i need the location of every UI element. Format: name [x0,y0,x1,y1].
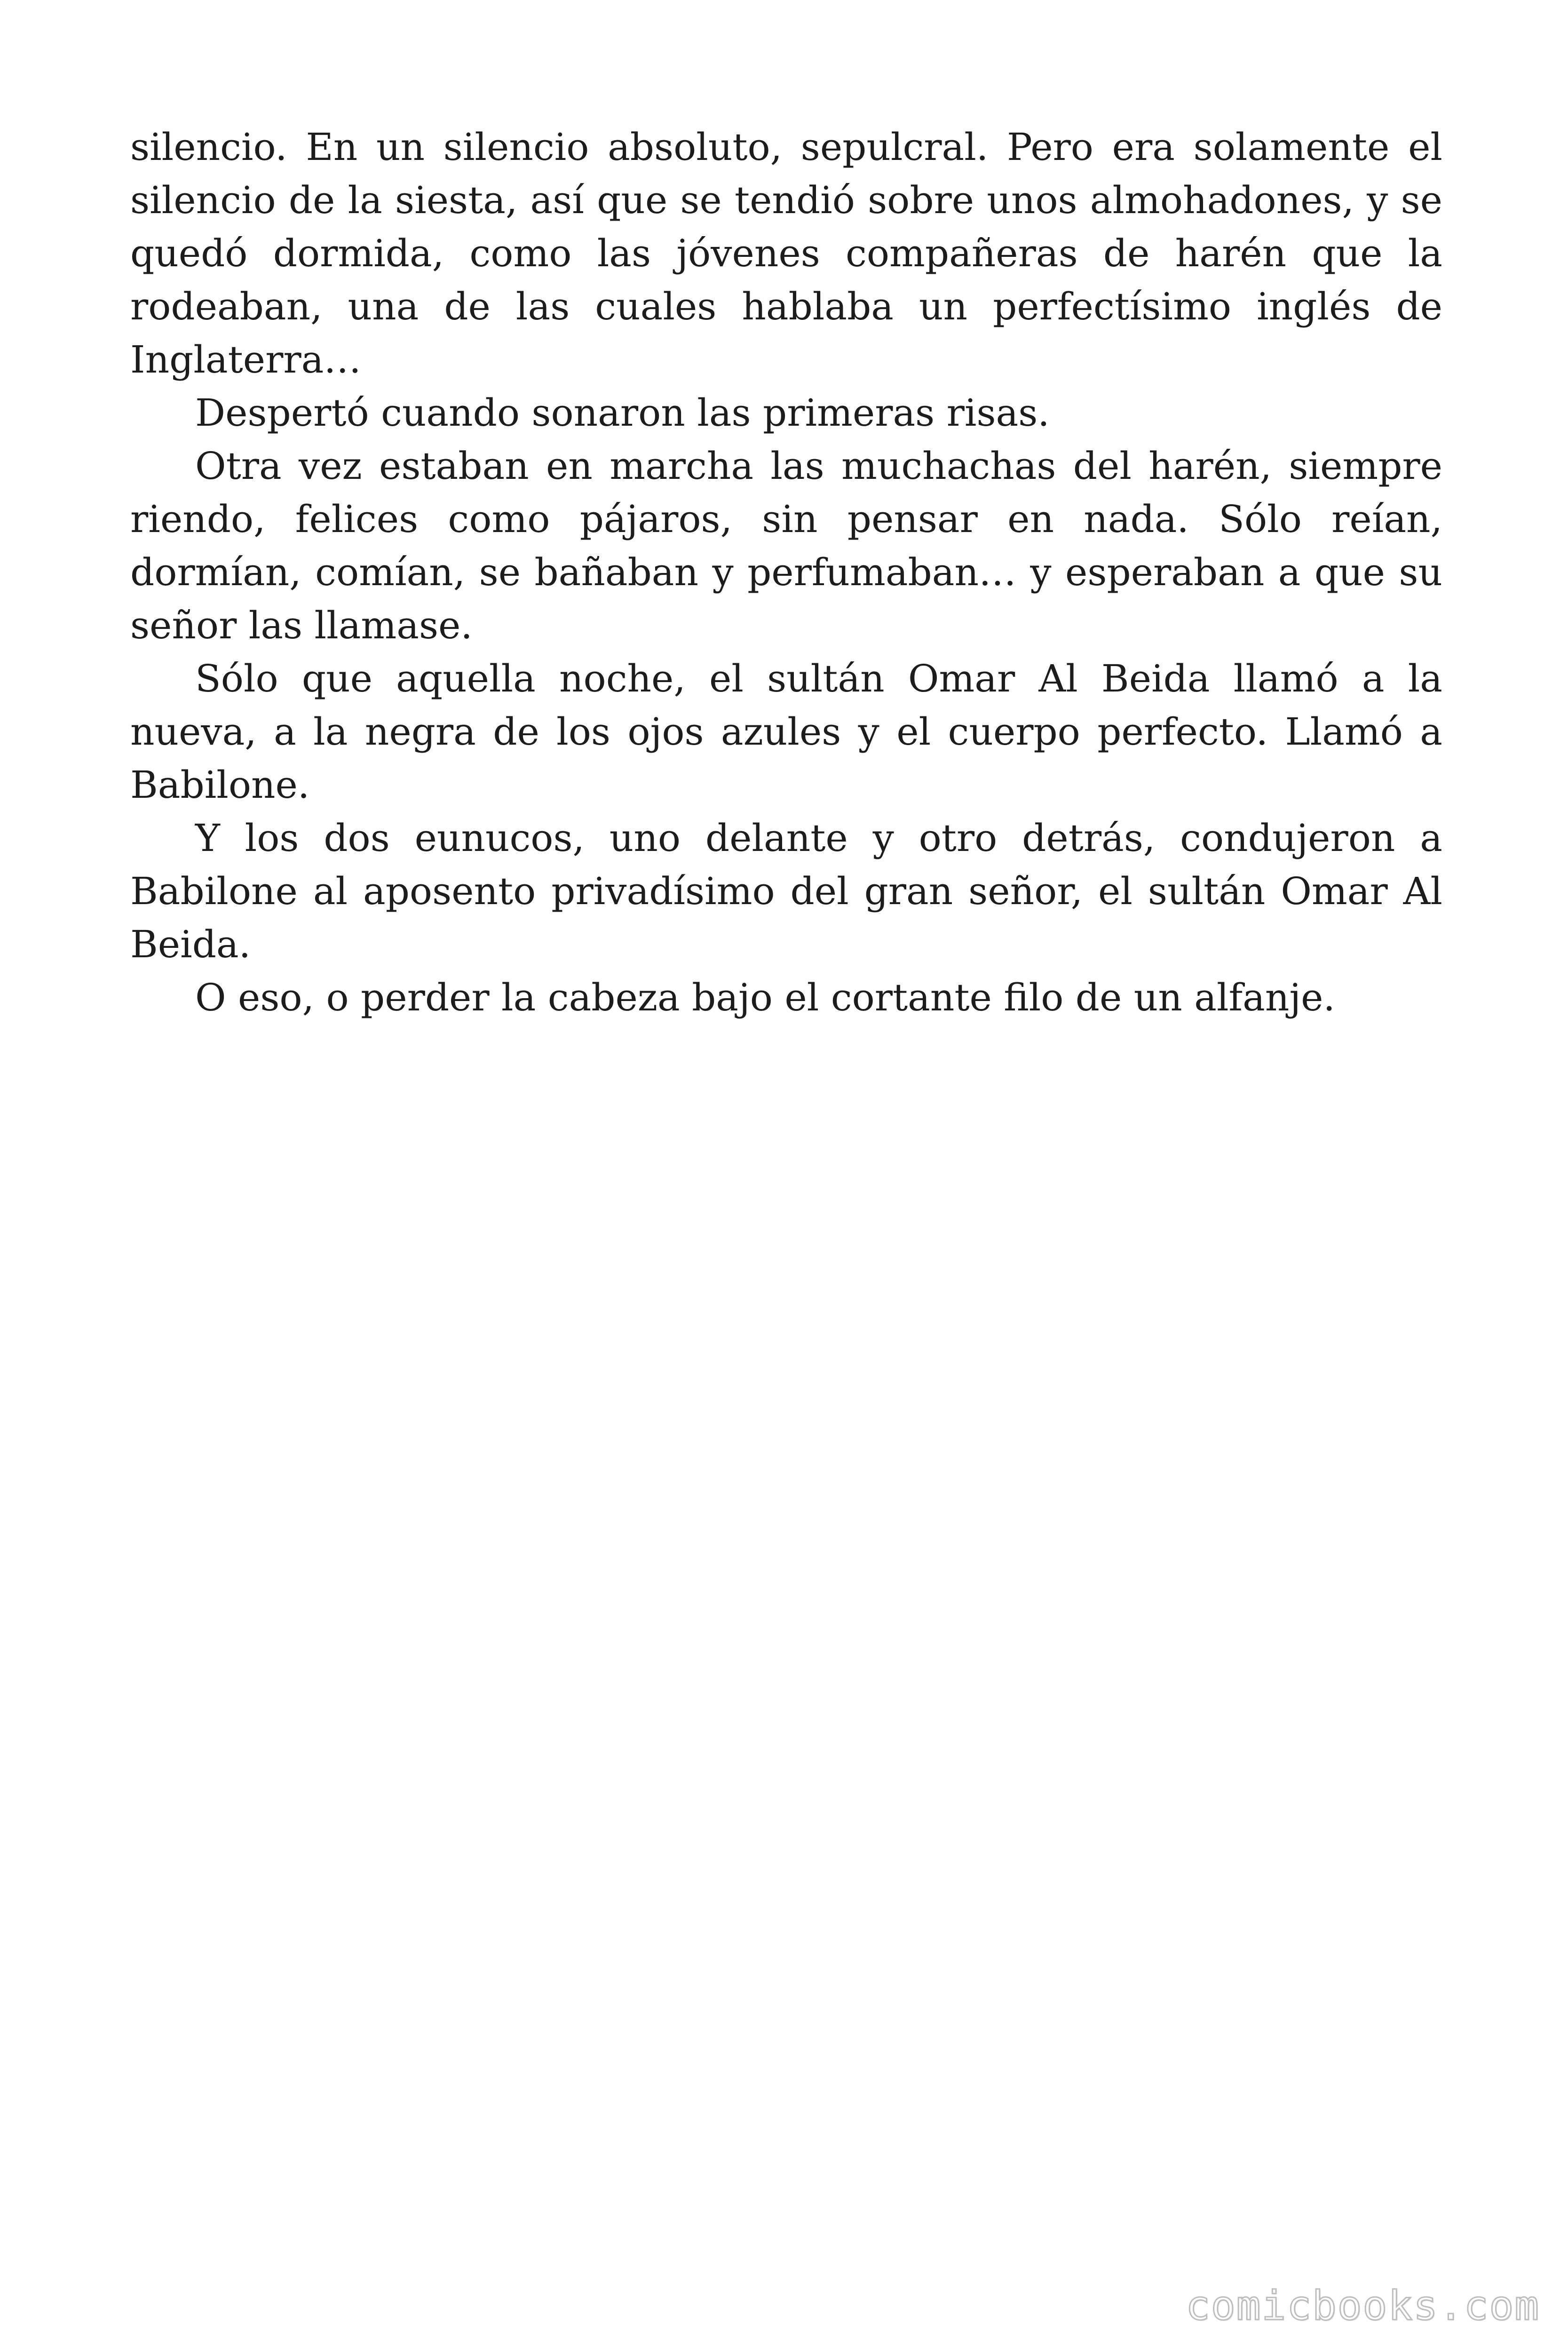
paragraph: Otra vez estaban en marcha las muchachas del harén, siempre riendo, felices como pájaros, sin pensar en nada. Sólo reían, dormían, comían, se bañaban y perfumaban… y esperaban a que su señor las llamase. [130,444,1442,647]
paragraph: Despertó cuando sonaron las primeras risas. [195,391,1050,435]
watermark: comicbooks.com [1186,2282,1540,2329]
paragraph: Y los dos eunucos, uno delante y otro detrás, condujeron a Babilone al aposento privadísimo del gran señor, el sultán Omar Al Beida. [130,816,1442,966]
paragraph: Sólo que aquella noche, el sultán Omar Al Beida llamó a la nueva, a la negra de los ojos azules y el cuerpo perfecto. Llamó a Babilone. [130,657,1442,807]
paragraph: O eso, o perder la cabeza bajo el cortante filo de un alfanje. [195,976,1335,1019]
body-text [130,120,1442,1024]
paragraph-continued: silencio. En un silencio absoluto, sepulcral. Pero era solamente el silencio de la siesta, así que se tendió sobre unos almohadones, y se quedó dormida, como las jóvenes compañeras de harén que la rodeaban, una de las cuales hablaba un perfectísimo inglés de Inglaterra… [130,125,1442,381]
